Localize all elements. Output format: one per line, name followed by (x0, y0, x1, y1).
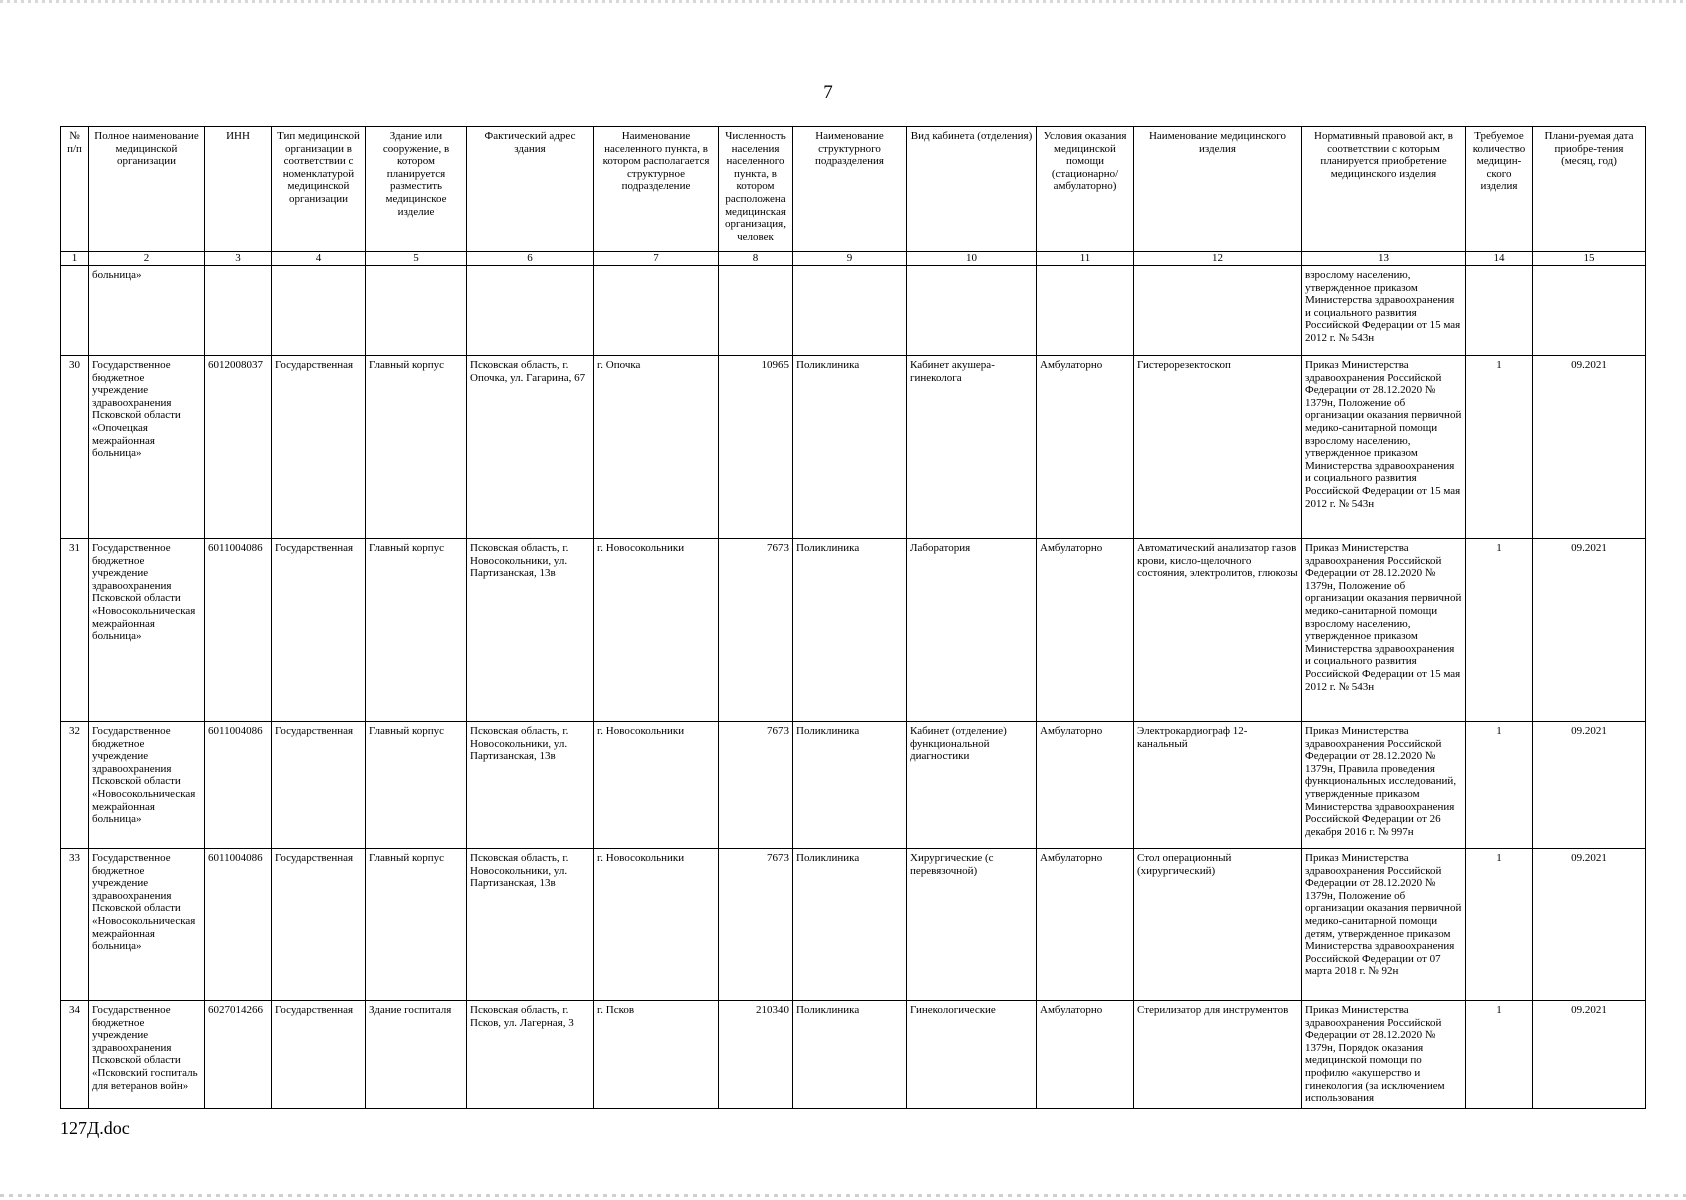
cell-unit: Поликлиника (793, 722, 907, 849)
cell-locality: г. Новосокольники (594, 849, 719, 1001)
cell-unit: Поликлиника (793, 1001, 907, 1109)
cell-type: Государственная (272, 722, 366, 849)
cell-type (272, 266, 366, 356)
cell-address: Псковская область, г. Псков, ул. Лагерная, 3 (467, 1001, 594, 1109)
col-number: 14 (1466, 252, 1533, 266)
col-number: 11 (1037, 252, 1134, 266)
cell-building: Здание госпиталя (366, 1001, 467, 1109)
cell-act: Приказ Министерства здравоохранения Российской Федерации от 28.12.2020 № 1379н, Положение об организации оказания первичной медико-санитарной помощи детям, утвержденное приказом Министерства здравоохранения Российской Федерации от 07 марта 2018 г. № 92н (1302, 849, 1466, 1001)
cell-number (61, 266, 89, 356)
col-header-1: № п/п (61, 127, 89, 252)
cell-act: Приказ Министерства здравоохранения Российской Федерации от 28.12.2020 № 1379н, Положение об организации оказания первичной медико-санитарной помощи взрослому населению, утвержденное приказом Министерства здравоохранения и социального развития Российской Федерации от 15 мая 2012 г. № 543н (1302, 356, 1466, 539)
cell-date: 09.2021 (1533, 539, 1646, 722)
cell-type: Государственная (272, 849, 366, 1001)
col-number: 2 (89, 252, 205, 266)
cell-qty: 1 (1466, 1001, 1533, 1109)
cell-org: Государственное бюджетное учреждение здравоохранения Псковской области «Новосокольническая межрайонная больница» (89, 722, 205, 849)
col-header-2: Полное наименование медицинской организации (89, 127, 205, 252)
cell-conditions: Амбулаторно (1037, 722, 1134, 849)
cell-inn: 6012008037 (205, 356, 272, 539)
footer-filename: 127Д.doc (60, 1118, 130, 1138)
cell-org: Государственное бюджетное учреждение здравоохранения Псковской области «Псковский госпиталь для ветеранов войн» (89, 1001, 205, 1109)
cell-inn: 6011004086 (205, 849, 272, 1001)
col-header-11: Условия оказания медицинской помощи (стационарно/ амбулаторно) (1037, 127, 1134, 252)
table-row (61, 722, 1646, 849)
cell-unit: Поликлиника (793, 539, 907, 722)
cell-number: 32 (61, 722, 89, 849)
cell-address: Псковская область, г. Новосокольники, ул. Партизанская, 13в (467, 849, 594, 1001)
col-number: 7 (594, 252, 719, 266)
table-row (61, 356, 1646, 539)
cell-act: взрослому населению, утвержденное приказом Министерства здравоохранения и социального развития Российской Федерации от 15 мая 2012 г. № 543н (1302, 266, 1466, 356)
cell-population: 10965 (719, 356, 793, 539)
cell-building (366, 266, 467, 356)
cell-population: 7673 (719, 539, 793, 722)
cell-qty: 1 (1466, 849, 1533, 1001)
cell-act: Приказ Министерства здравоохранения Российской Федерации от 28.12.2020 № 1379н, Положение об организации оказания первичной медико-санитарной помощи взрослому населению, утвержденное приказом Министерства здравоохранения и социального развития Российской Федерации от 15 мая 2012 г. № 543н (1302, 539, 1466, 722)
col-header-7: Наименование населенного пункта, в котором располагается структурное подразделение (594, 127, 719, 252)
cell-locality: г. Псков (594, 1001, 719, 1109)
cell-device: Стол операционный (хирургический) (1134, 849, 1302, 1001)
column-number-row (61, 252, 1646, 266)
cell-conditions (1037, 266, 1134, 356)
cell-device: Автоматический анализатор газов крови, кисло-щелочного состояния, электролитов, глюкозы (1134, 539, 1302, 722)
cell-act: Приказ Министерства здравоохранения Российской Федерации от 28.12.2020 № 1379н, Порядок оказания медицинской помощи по профилю «акушерство и гинекология (за исключением использования (1302, 1001, 1466, 1109)
table-row-continuation (61, 266, 1646, 356)
cell-conditions: Амбулаторно (1037, 849, 1134, 1001)
cell-building: Главный корпус (366, 722, 467, 849)
cell-qty (1466, 266, 1533, 356)
cell-org: Государственное бюджетное учреждение здравоохранения Псковской области «Новосокольническая межрайонная больница» (89, 849, 205, 1001)
cell-qty: 1 (1466, 356, 1533, 539)
cell-population (719, 266, 793, 356)
cell-address: Псковская область, г. Опочка, ул. Гагарина, 67 (467, 356, 594, 539)
cell-address: Псковская область, г. Новосокольники, ул. Партизанская, 13в (467, 722, 594, 849)
cell-date: 09.2021 (1533, 849, 1646, 1001)
header-row (61, 127, 1646, 252)
col-number: 10 (907, 252, 1037, 266)
cell-qty: 1 (1466, 722, 1533, 849)
cell-cabinet: Кабинет (отделение) функциональной диагностики (907, 722, 1037, 849)
cell-type: Государственная (272, 1001, 366, 1109)
col-header-15: Плани-руемая дата приобре-тения (месяц, год) (1533, 127, 1646, 252)
cell-address: Псковская область, г. Новосокольники, ул. Партизанская, 13в (467, 539, 594, 722)
cell-building: Главный корпус (366, 849, 467, 1001)
cell-population: 7673 (719, 722, 793, 849)
cell-inn (205, 266, 272, 356)
cell-cabinet: Гинекологические (907, 1001, 1037, 1109)
table-row (61, 849, 1646, 1001)
cell-act: Приказ Министерства здравоохранения Российской Федерации от 28.12.2020 № 1379н, Правила проведения функциональных исследований, утвержденные приказом Министерства здравоохранения Российской Федерации от 26 декабря 2016 г. № 997н (1302, 722, 1466, 849)
cell-inn: 6011004086 (205, 539, 272, 722)
cell-population: 7673 (719, 849, 793, 1001)
cell-conditions: Амбулаторно (1037, 539, 1134, 722)
col-number: 12 (1134, 252, 1302, 266)
cell-inn: 6011004086 (205, 722, 272, 849)
cell-locality: г. Новосокольники (594, 722, 719, 849)
cell-cabinet (907, 266, 1037, 356)
cell-date (1533, 266, 1646, 356)
scan-edge-bottom (0, 1194, 1686, 1197)
cell-number: 34 (61, 1001, 89, 1109)
col-number: 13 (1302, 252, 1466, 266)
cell-device: Стерилизатор для инструментов (1134, 1001, 1302, 1109)
cell-building: Главный корпус (366, 356, 467, 539)
col-number: 5 (366, 252, 467, 266)
col-number: 15 (1533, 252, 1646, 266)
cell-cabinet: Лаборатория (907, 539, 1037, 722)
cell-conditions: Амбулаторно (1037, 1001, 1134, 1109)
col-number: 9 (793, 252, 907, 266)
col-number: 1 (61, 252, 89, 266)
cell-unit (793, 266, 907, 356)
col-header-12: Наименование медицинского изделия (1134, 127, 1302, 252)
equipment-table (60, 126, 1646, 1109)
cell-number: 31 (61, 539, 89, 722)
cell-conditions: Амбулаторно (1037, 356, 1134, 539)
cell-number: 33 (61, 849, 89, 1001)
cell-type: Государственная (272, 356, 366, 539)
cell-date: 09.2021 (1533, 356, 1646, 539)
table-row (61, 1001, 1646, 1109)
cell-unit: Поликлиника (793, 356, 907, 539)
cell-unit: Поликлиника (793, 849, 907, 1001)
col-header-4: Тип медицинской организации в соответствии с номенклатурой медицинской организации (272, 127, 366, 252)
col-header-8: Численность населения населенного пункта, в котором расположена медицинская организация, человек (719, 127, 793, 252)
cell-device: Электрокардиограф 12-канальный (1134, 722, 1302, 849)
table-row (61, 539, 1646, 722)
col-number: 8 (719, 252, 793, 266)
col-number: 4 (272, 252, 366, 266)
col-header-6: Фактический адрес здания (467, 127, 594, 252)
col-number: 3 (205, 252, 272, 266)
col-header-9: Наименование структурного подразделения (793, 127, 907, 252)
cell-cabinet: Кабинет акушера-гинеколога (907, 356, 1037, 539)
cell-device: Гистерорезектоскоп (1134, 356, 1302, 539)
page-number: 7 (823, 82, 833, 103)
scan-edge-top (0, 0, 1686, 3)
cell-population: 210340 (719, 1001, 793, 1109)
cell-device (1134, 266, 1302, 356)
cell-type: Государственная (272, 539, 366, 722)
cell-address (467, 266, 594, 356)
cell-org: больница» (89, 266, 205, 356)
cell-date: 09.2021 (1533, 1001, 1646, 1109)
cell-inn: 6027014266 (205, 1001, 272, 1109)
cell-locality (594, 266, 719, 356)
cell-building: Главный корпус (366, 539, 467, 722)
col-number: 6 (467, 252, 594, 266)
cell-org: Государственное бюджетное учреждение здравоохранения Псковской области «Новосокольническая межрайонная больница» (89, 539, 205, 722)
cell-cabinet: Хирургические (с перевязочной) (907, 849, 1037, 1001)
cell-number: 30 (61, 356, 89, 539)
col-header-13: Нормативный правовой акт, в соответствии с которым планируется приобретение медицинского изделия (1302, 127, 1466, 252)
cell-date: 09.2021 (1533, 722, 1646, 849)
cell-locality: г. Новосокольники (594, 539, 719, 722)
col-header-14: Требуемое количество медицин-ского изделия (1466, 127, 1533, 252)
cell-org: Государственное бюджетное учреждение здравоохранения Псковской области «Опочецкая межрайонная больница» (89, 356, 205, 539)
cell-locality: г. Опочка (594, 356, 719, 539)
col-header-5: Здание или сооружение, в котором планируется разместить медицинское изделие (366, 127, 467, 252)
cell-qty: 1 (1466, 539, 1533, 722)
col-header-3: ИНН (205, 127, 272, 252)
col-header-10: Вид кабинета (отделения) (907, 127, 1037, 252)
